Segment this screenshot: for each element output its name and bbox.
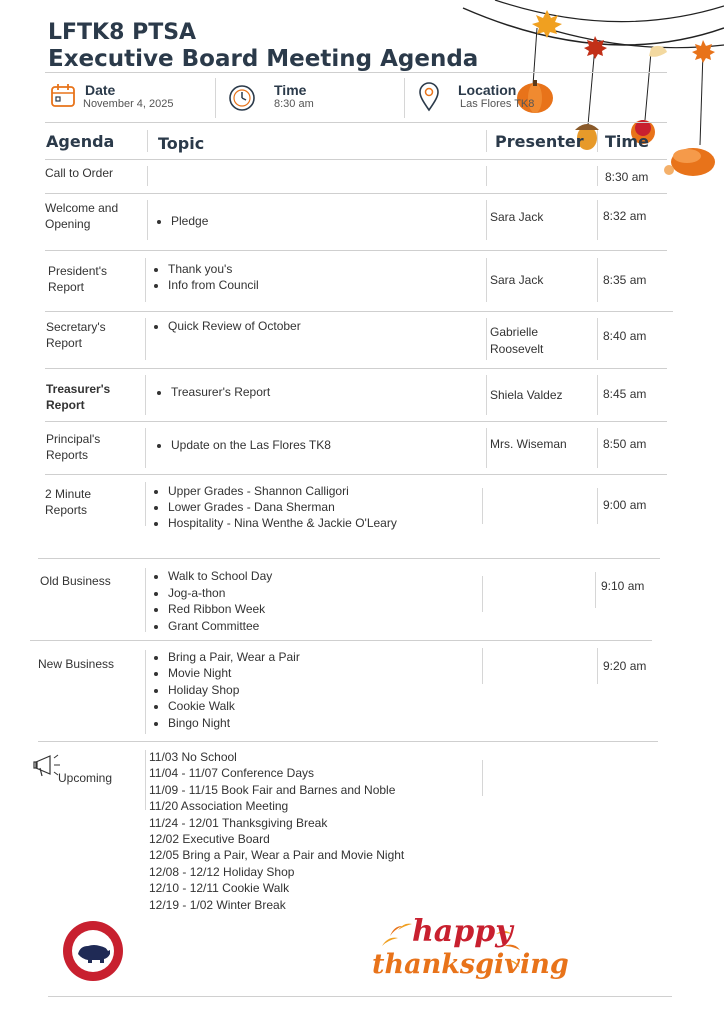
topic-item: • Info from Council (168, 277, 259, 293)
topic-item: • Movie Night (168, 665, 300, 681)
topic-item: • Treasurer's Report (171, 384, 270, 400)
row-rule (45, 421, 667, 422)
happy-thanksgiving-graphic (368, 912, 569, 1012)
topic-item: • Walk to School Day (168, 568, 272, 585)
table-row (48, 263, 138, 295)
row-time: 9:00 am (603, 498, 647, 512)
column-divider (486, 130, 487, 152)
title-line-1: LFTK8 PTSA (48, 20, 197, 45)
row-agenda: President's Report (48, 264, 107, 294)
row-agenda: New Business (38, 657, 115, 671)
cell-divider (147, 200, 148, 240)
topic-item: • Holiday Shop (168, 682, 300, 698)
table-row (40, 573, 111, 589)
row-agenda: Welcome and Opening (45, 201, 119, 231)
table-row (45, 200, 141, 232)
cell-divider (145, 568, 146, 632)
time-label: Time (274, 82, 307, 98)
row-time: 8:45 am (603, 387, 647, 401)
row-time: 9:20 am (603, 659, 647, 673)
table-row (45, 486, 125, 518)
cell-divider (145, 375, 146, 415)
upcoming-item: 12/19 - 1/02 Winter Break (149, 897, 286, 912)
cell-divider (486, 318, 487, 360)
thanksgiving-text: thanksgiving (372, 949, 569, 980)
row-topics (152, 318, 301, 334)
topic-item: • Thank you's (168, 261, 259, 277)
topic-item: • Bring a Pair, Wear a Pair (168, 649, 300, 665)
row-rule (30, 640, 652, 641)
cell-divider (597, 488, 598, 524)
bear-logo-graphic (62, 920, 124, 982)
row-time: 8:35 am (603, 273, 647, 287)
cell-divider (486, 428, 487, 468)
upcoming-item: 12/02 Executive Board (149, 832, 270, 847)
column-divider (147, 130, 148, 152)
column-header-topic: Topic (158, 134, 205, 153)
topic-item: • Lower Grades - Dana Sherman (168, 499, 397, 515)
cell-divider (597, 166, 598, 186)
date-label: Date (85, 82, 116, 98)
row-rule (38, 741, 658, 742)
topic-item: • Grant Committee (168, 618, 272, 635)
cell-divider (595, 572, 596, 608)
row-presenter: Mrs. Wiseman (490, 437, 567, 451)
topic-item: • Quick Review of October (168, 318, 301, 334)
upcoming-item: 11/20 Association Meeting (149, 799, 289, 814)
title-line-2: Executive Board Meeting Agenda (48, 46, 479, 72)
topic-item: • Red Ribbon Week (168, 601, 272, 618)
cell-divider (145, 650, 146, 734)
row-presenter: Shiela Valdez (490, 388, 563, 402)
cell-divider (597, 258, 598, 302)
cell-divider (145, 750, 146, 810)
upcoming-list (149, 749, 404, 913)
row-topics (155, 384, 270, 400)
happy-text: happy (412, 914, 513, 949)
upcoming-label: Upcoming (58, 771, 113, 785)
page-title (48, 20, 478, 72)
header-bottom-rule (45, 122, 667, 123)
column-divider (597, 130, 598, 152)
topic-item: • Bingo Night (168, 715, 300, 731)
info-divider (215, 78, 216, 118)
topic-item: • Hospitality - Nina Wenthe & Jackie O'Leary (168, 515, 397, 531)
cell-divider (486, 166, 487, 186)
cell-divider (145, 258, 146, 302)
cell-divider (145, 318, 146, 360)
upcoming-item: 11/04 - 11/07 Conference Days (149, 766, 314, 781)
cell-divider (482, 488, 483, 524)
row-rule (38, 558, 660, 559)
row-topics (152, 568, 272, 634)
row-agenda: Treasurer's Report (46, 382, 111, 412)
row-topics (155, 213, 208, 229)
cell-divider (145, 428, 146, 468)
row-rule (45, 368, 667, 369)
row-rule (45, 311, 673, 312)
cell-divider (482, 760, 483, 796)
calendar-icon (50, 82, 76, 108)
location-block (418, 82, 440, 112)
table-row (45, 165, 113, 181)
row-rule (45, 474, 667, 475)
row-agenda: Principal's Reports (46, 432, 101, 462)
row-time: 8:50 am (603, 437, 647, 451)
location-pin-icon (418, 82, 440, 112)
row-presenter: Gabrielle Roosevelt (490, 325, 544, 356)
upcoming-item: 12/05 Bring a Pair, Wear a Pair and Movie Night (149, 848, 405, 863)
topic-item: • Cookie Walk (168, 698, 300, 714)
cell-divider (147, 166, 148, 186)
topic-item: • Update on the Las Flores TK8 (171, 437, 331, 453)
topic-item: • Pledge (171, 213, 208, 229)
table-row (46, 381, 136, 413)
upcoming-item: 12/10 - 12/11 Cookie Walk (149, 881, 290, 896)
row-agenda: Old Business (40, 574, 111, 588)
cell-divider (597, 428, 598, 468)
topic-item: • Jog-a-thon (168, 585, 272, 602)
row-agenda: Secretary's Report (46, 320, 106, 350)
cell-divider (597, 318, 598, 360)
topic-item: • Upper Grades - Shannon Calligori (168, 483, 397, 499)
info-divider (404, 78, 405, 118)
cell-divider (486, 258, 487, 302)
cell-divider (486, 200, 487, 240)
cell-divider (597, 648, 598, 684)
upcoming-item: 12/08 - 12/12 Holiday Shop (149, 864, 295, 879)
maple-leaf-icon (584, 36, 607, 59)
row-topics (155, 437, 331, 453)
upcoming-item: 11/09 - 11/15 Book Fair and Barnes and Noble (149, 782, 396, 797)
row-time: 8:40 am (603, 329, 647, 343)
date-value: November 4, 2025 (83, 98, 174, 110)
row-presenter: Sara Jack (490, 210, 544, 224)
row-rule (45, 193, 667, 194)
table-row (38, 656, 114, 672)
row-topics (152, 261, 259, 293)
cell-divider (597, 375, 598, 415)
row-time: 8:32 am (603, 209, 647, 223)
maple-leaf-icon (692, 40, 715, 63)
table-row (46, 319, 136, 351)
cell-divider (145, 482, 146, 526)
column-header-presenter: Presenter (495, 132, 584, 151)
cell-divider (486, 375, 487, 415)
time-value: 8:30 am (274, 98, 314, 110)
row-agenda: Call to Order (45, 166, 114, 180)
row-rule (45, 250, 667, 251)
date-block (50, 82, 76, 108)
row-rule (45, 159, 667, 160)
clock-icon (228, 84, 256, 112)
row-topics (152, 483, 397, 531)
row-time: 8:30 am (605, 170, 649, 184)
upcoming-item: 11/03 No School (149, 750, 237, 764)
upcoming-item: 11/24 - 12/01 Thanksgiving Break (149, 815, 328, 830)
turkey-icon (664, 148, 715, 176)
time-block (228, 84, 256, 112)
cell-divider (597, 200, 598, 240)
column-header-agenda: Agenda (46, 132, 115, 151)
column-header-time: Time (605, 132, 649, 151)
row-topics (152, 649, 300, 731)
school-logo (62, 920, 124, 982)
footer-rule (48, 996, 672, 997)
header-top-rule (45, 72, 667, 73)
cell-divider (482, 576, 483, 612)
row-presenter: Sara Jack (490, 273, 544, 287)
row-time: 9:10 am (601, 579, 645, 593)
row-agenda: 2 Minute Reports (45, 487, 92, 517)
table-row (46, 431, 136, 463)
location-value: Las Flores TK8 (460, 98, 535, 110)
cell-divider (482, 648, 483, 684)
location-label: Location (458, 82, 517, 98)
